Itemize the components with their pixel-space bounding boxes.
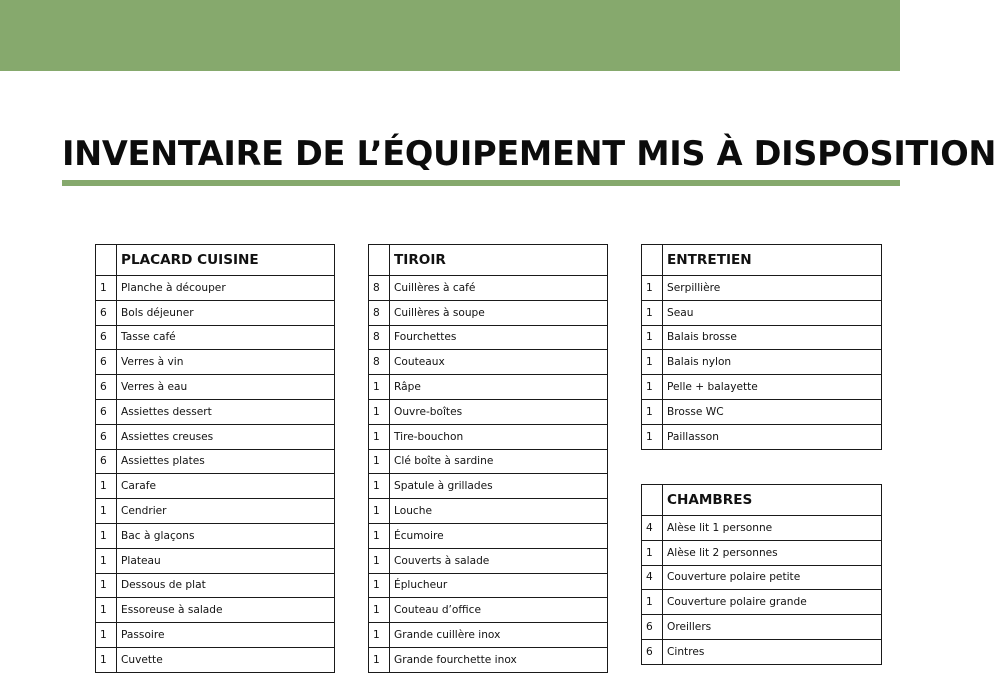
item-cell: Cendrier: [117, 499, 335, 524]
quantity-cell: 6: [96, 375, 117, 400]
title-container: [62, 128, 996, 180]
table-row: [369, 424, 608, 449]
item-cell: Couteau d’office: [390, 598, 608, 623]
quantity-cell: 1: [642, 375, 663, 400]
item-cell: Serpillière: [663, 276, 882, 301]
quantity-cell: 1: [369, 598, 390, 623]
quantity-cell: 4: [642, 565, 663, 590]
item-cell: Éplucheur: [390, 573, 608, 598]
quantity-cell: 1: [96, 474, 117, 499]
table-heading: ENTRETIEN: [663, 245, 882, 276]
table-header-row: [642, 485, 882, 516]
quantity-cell: 6: [642, 639, 663, 664]
item-cell: Essoreuse à salade: [117, 598, 335, 623]
quantity-cell: 1: [642, 590, 663, 615]
table-row: [96, 449, 335, 474]
quantity-cell: 1: [369, 647, 390, 672]
table-row: [96, 548, 335, 573]
table-row: [96, 300, 335, 325]
table-row: [369, 623, 608, 648]
item-cell: Râpe: [390, 375, 608, 400]
item-cell: Grande cuillère inox: [390, 623, 608, 648]
item-cell: Planche à découper: [117, 276, 335, 301]
table-row: [96, 399, 335, 424]
table-row: [96, 424, 335, 449]
table-header-row: [369, 245, 608, 276]
item-cell: Balais nylon: [663, 350, 882, 375]
item-cell: Assiettes plates: [117, 449, 335, 474]
item-cell: Seau: [663, 300, 882, 325]
table-row: [96, 647, 335, 672]
item-cell: Paillasson: [663, 424, 882, 449]
quantity-cell: 1: [96, 647, 117, 672]
item-cell: Dessous de plat: [117, 573, 335, 598]
table-heading: CHAMBRES: [663, 485, 882, 516]
table-heading: PLACARD CUISINE: [117, 245, 335, 276]
table-header-row: [96, 245, 335, 276]
table-row: [369, 449, 608, 474]
quantity-cell: 1: [642, 325, 663, 350]
quantity-cell: 1: [642, 399, 663, 424]
quantity-cell: 8: [369, 276, 390, 301]
table-row: [369, 573, 608, 598]
header-qty-cell: [96, 245, 117, 276]
table-row: [642, 300, 882, 325]
table-row: [96, 573, 335, 598]
quantity-cell: 1: [369, 573, 390, 598]
table-placard-cuisine: [95, 244, 335, 673]
quantity-cell: 6: [642, 615, 663, 640]
quantity-cell: 1: [369, 623, 390, 648]
table-row: [369, 399, 608, 424]
table-row: [96, 598, 335, 623]
table-row: [96, 375, 335, 400]
table-row: [642, 565, 882, 590]
quantity-cell: 1: [642, 276, 663, 301]
table-row: [96, 325, 335, 350]
quantity-cell: 6: [96, 399, 117, 424]
table-heading: TIROIR: [390, 245, 608, 276]
item-cell: Tire-bouchon: [390, 424, 608, 449]
quantity-cell: 6: [96, 449, 117, 474]
table-row: [642, 375, 882, 400]
table-row: [642, 540, 882, 565]
table-row: [369, 325, 608, 350]
item-cell: Verres à vin: [117, 350, 335, 375]
quantity-cell: 6: [96, 350, 117, 375]
item-cell: Bac à glaçons: [117, 523, 335, 548]
quantity-cell: 1: [96, 499, 117, 524]
quantity-cell: 1: [642, 540, 663, 565]
table-row: [642, 325, 882, 350]
quantity-cell: 6: [96, 325, 117, 350]
quantity-cell: 1: [96, 623, 117, 648]
item-cell: Passoire: [117, 623, 335, 648]
table-row: [369, 598, 608, 623]
table-row: [369, 276, 608, 301]
table-row: [96, 499, 335, 524]
quantity-cell: 1: [369, 499, 390, 524]
table-row: [642, 424, 882, 449]
item-cell: Cuillères à café: [390, 276, 608, 301]
item-cell: Ouvre-boîtes: [390, 399, 608, 424]
table-row: [642, 615, 882, 640]
quantity-cell: 6: [96, 300, 117, 325]
item-cell: Écumoire: [390, 523, 608, 548]
quantity-cell: 1: [369, 548, 390, 573]
item-cell: Clé boîte à sardine: [390, 449, 608, 474]
item-cell: Cuillères à soupe: [390, 300, 608, 325]
table-row: [369, 548, 608, 573]
quantity-cell: 8: [369, 350, 390, 375]
table-row: [96, 623, 335, 648]
item-cell: Bols déjeuner: [117, 300, 335, 325]
item-cell: Couverts à salade: [390, 548, 608, 573]
table-row: [642, 399, 882, 424]
quantity-cell: 8: [369, 300, 390, 325]
table-row: [642, 516, 882, 541]
table-row: [369, 647, 608, 672]
item-cell: Assiettes dessert: [117, 399, 335, 424]
table-entretien: [641, 244, 882, 450]
table-header-row: [642, 245, 882, 276]
quantity-cell: 6: [96, 424, 117, 449]
header-banner: [0, 0, 900, 71]
quantity-cell: 1: [369, 424, 390, 449]
quantity-cell: 1: [369, 449, 390, 474]
table-row: [96, 474, 335, 499]
page-title: INVENTAIRE DE L’ÉQUIPEMENT MIS À DISPOSITION: [62, 134, 996, 173]
quantity-cell: 1: [96, 548, 117, 573]
item-cell: Fourchettes: [390, 325, 608, 350]
table-row: [642, 639, 882, 664]
table-row: [642, 350, 882, 375]
table-row: [96, 523, 335, 548]
table-row: [96, 276, 335, 301]
table-row: [642, 590, 882, 615]
quantity-cell: 1: [96, 523, 117, 548]
item-cell: Louche: [390, 499, 608, 524]
item-cell: Couverture polaire grande: [663, 590, 882, 615]
item-cell: Balais brosse: [663, 325, 882, 350]
item-cell: Plateau: [117, 548, 335, 573]
table-row: [369, 300, 608, 325]
item-cell: Assiettes creuses: [117, 424, 335, 449]
item-cell: Pelle + balayette: [663, 375, 882, 400]
quantity-cell: 1: [369, 375, 390, 400]
quantity-cell: 4: [642, 516, 663, 541]
header-qty-cell: [369, 245, 390, 276]
item-cell: Tasse café: [117, 325, 335, 350]
header-qty-cell: [642, 245, 663, 276]
table-row: [96, 350, 335, 375]
item-cell: Grande fourchette inox: [390, 647, 608, 672]
quantity-cell: 8: [369, 325, 390, 350]
table-row: [642, 276, 882, 301]
quantity-cell: 1: [642, 424, 663, 449]
table-row: [369, 474, 608, 499]
title-underline: [62, 180, 900, 186]
item-cell: Alèse lit 2 personnes: [663, 540, 882, 565]
item-cell: Alèse lit 1 personne: [663, 516, 882, 541]
quantity-cell: 1: [369, 399, 390, 424]
table-row: [369, 523, 608, 548]
table-chambres: [641, 484, 882, 665]
item-cell: Couverture polaire petite: [663, 565, 882, 590]
item-cell: Carafe: [117, 474, 335, 499]
item-cell: Verres à eau: [117, 375, 335, 400]
item-cell: Spatule à grillades: [390, 474, 608, 499]
header-qty-cell: [642, 485, 663, 516]
quantity-cell: 1: [369, 523, 390, 548]
quantity-cell: 1: [369, 474, 390, 499]
item-cell: Brosse WC: [663, 399, 882, 424]
table-row: [369, 499, 608, 524]
table-row: [369, 350, 608, 375]
quantity-cell: 1: [96, 276, 117, 301]
table-tiroir: [368, 244, 608, 673]
table-row: [369, 375, 608, 400]
item-cell: Couteaux: [390, 350, 608, 375]
quantity-cell: 1: [96, 573, 117, 598]
item-cell: Oreillers: [663, 615, 882, 640]
quantity-cell: 1: [642, 300, 663, 325]
item-cell: Cintres: [663, 639, 882, 664]
quantity-cell: 1: [96, 598, 117, 623]
quantity-cell: 1: [642, 350, 663, 375]
item-cell: Cuvette: [117, 647, 335, 672]
